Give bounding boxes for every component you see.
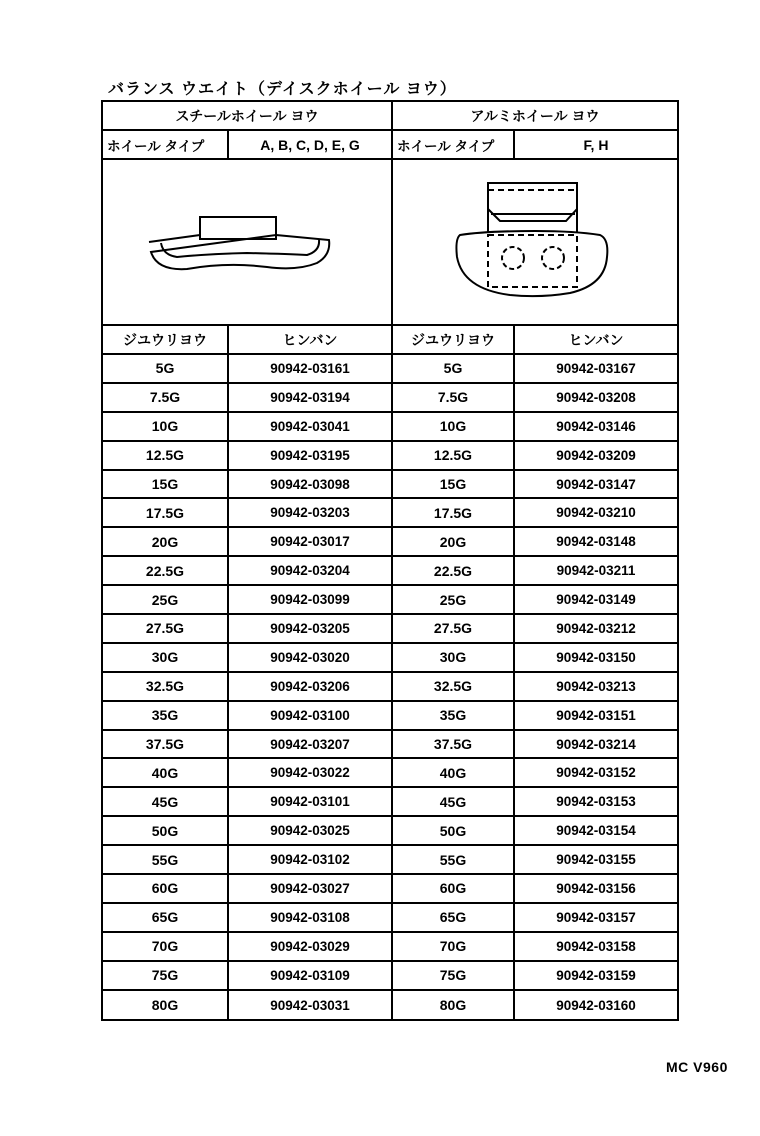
alu-type-label: ホイール タイプ (391, 131, 513, 158)
alu-part-number-cell: 90942-03147 (513, 471, 677, 498)
steel-weight-cell: 40G (151, 764, 179, 781)
alu-weight-cell: 37.5G (391, 731, 513, 758)
alu-part-number-cell: 90942-03153 (513, 788, 677, 815)
steel-part-col-header: ヒンバン (227, 326, 391, 353)
steel-part-number-cell: 90942-03194 (227, 384, 391, 411)
steel-part-number-cell: 90942-03017 (227, 528, 391, 555)
steel-part-number-cell: 90942-03161 (227, 355, 391, 382)
steel-weight-cell: 37.5G (145, 736, 185, 753)
table-row (103, 384, 677, 413)
steel-weight-cell: 55G (151, 851, 179, 868)
alu-weight-cell: 7.5G (391, 384, 513, 411)
table-row (103, 991, 677, 1020)
alu-part-number-cell: 90942-03146 (513, 413, 677, 440)
steel-part-number-cell: 90942-03027 (227, 875, 391, 902)
table-row (103, 702, 677, 731)
steel-wheel-heading: スチールホイール ヨウ (175, 107, 319, 124)
steel-weight-cell: 75G (151, 967, 179, 984)
alu-weight-cell: 60G (391, 875, 513, 902)
steel-part-number-cell: 90942-03025 (227, 817, 391, 844)
column-header-row (103, 326, 677, 355)
alu-part-number-cell: 90942-03151 (513, 702, 677, 729)
alu-part-number-cell: 90942-03149 (513, 586, 677, 613)
steel-weight-cell: 12.5G (145, 447, 185, 464)
table-row (103, 615, 677, 644)
alu-weight-cell: 55G (391, 846, 513, 873)
steel-part-number-cell: 90942-03203 (227, 499, 391, 526)
steel-weight-illustration (103, 160, 391, 324)
alu-weight-cell: 65G (391, 904, 513, 931)
steel-weight-cell: 5G (155, 360, 175, 377)
page-code: MC V960 (666, 1059, 728, 1075)
steel-part-number-cell: 90942-03098 (227, 471, 391, 498)
page-title: バランス ウエイト（デイスクホイール ヨウ） (108, 81, 457, 98)
alu-part-number-cell: 90942-03148 (513, 528, 677, 555)
alu-weight-cell: 25G (391, 586, 513, 613)
alu-weight-cell: 70G (391, 933, 513, 960)
alu-weight-cell: 12.5G (391, 442, 513, 469)
steel-weight-cell: 27.5G (145, 620, 185, 637)
table-row (103, 817, 677, 846)
steel-part-number-cell: 90942-03108 (227, 904, 391, 931)
table-row (103, 471, 677, 500)
steel-part-number-cell: 90942-03101 (227, 788, 391, 815)
alu-weight-cell: 27.5G (391, 615, 513, 642)
steel-weight-cell: 7.5G (149, 389, 181, 406)
steel-part-number-cell: 90942-03102 (227, 846, 391, 873)
alu-weight-cell: 17.5G (391, 499, 513, 526)
steel-weight-cell: 80G (151, 997, 179, 1014)
alu-weight-cell: 40G (391, 759, 513, 786)
alu-part-number-cell: 90942-03150 (513, 644, 677, 671)
table-row (103, 413, 677, 442)
illustration-row (103, 160, 677, 326)
balance-weight-table (101, 100, 679, 1021)
steel-weight-cell: 50G (151, 822, 179, 839)
table-row (103, 962, 677, 991)
alu-type-value: F, H (513, 131, 677, 158)
alu-weight-cell: 30G (391, 644, 513, 671)
steel-part-number-cell: 90942-03029 (227, 933, 391, 960)
table-row (103, 731, 677, 760)
table-row (103, 499, 677, 528)
alu-weight-cell: 32.5G (391, 673, 513, 700)
table-row (103, 904, 677, 933)
steel-weight-cell: 22.5G (145, 562, 185, 579)
steel-weight-col-header: ジユウリヨウ (123, 331, 207, 348)
alu-part-col-header: ヒンバン (513, 326, 677, 353)
alu-weight-cell: 20G (391, 528, 513, 555)
table-row (103, 875, 677, 904)
alu-part-number-cell: 90942-03154 (513, 817, 677, 844)
alu-weight-cell: 80G (391, 991, 513, 1020)
alu-part-number-cell: 90942-03160 (513, 991, 677, 1020)
steel-weight-cell: 25G (151, 591, 179, 608)
steel-weight-cell: 20G (151, 533, 179, 550)
alu-weight-illustration (391, 160, 677, 324)
steel-type-label: ホイール タイプ (107, 138, 205, 154)
alu-part-number-cell: 90942-03158 (513, 933, 677, 960)
alu-clip-weight-icon (455, 177, 615, 307)
table-row (103, 442, 677, 471)
steel-weight-cell: 65G (151, 909, 179, 926)
steel-part-number-cell: 90942-03206 (227, 673, 391, 700)
steel-part-number-cell: 90942-03031 (227, 991, 391, 1020)
steel-weight-cell: 17.5G (145, 504, 185, 521)
steel-part-number-cell: 90942-03109 (227, 962, 391, 989)
steel-part-number-cell: 90942-03204 (227, 557, 391, 584)
alu-weight-cell: 10G (391, 413, 513, 440)
wheel-type-row (103, 131, 677, 160)
steel-part-number-cell: 90942-03020 (227, 644, 391, 671)
alu-part-number-cell: 90942-03152 (513, 759, 677, 786)
section-heading-row (103, 102, 677, 131)
steel-weight-cell: 35G (151, 707, 179, 724)
alu-wheel-heading: アルミホイール ヨウ (391, 102, 677, 129)
table-row (103, 586, 677, 615)
steel-type-value: A, B, C, D, E, G (227, 131, 391, 158)
steel-weight-cell: 45G (151, 793, 179, 810)
table-row (103, 355, 677, 384)
alu-weight-cell: 5G (391, 355, 513, 382)
steel-part-number-cell: 90942-03207 (227, 731, 391, 758)
steel-part-number-cell: 90942-03022 (227, 759, 391, 786)
steel-part-number-cell: 90942-03041 (227, 413, 391, 440)
alu-part-number-cell: 90942-03208 (513, 384, 677, 411)
alu-weight-cell: 75G (391, 962, 513, 989)
alu-weight-cell: 15G (391, 471, 513, 498)
table-row (103, 759, 677, 788)
alu-part-number-cell: 90942-03211 (513, 557, 677, 584)
alu-weight-cell: 50G (391, 817, 513, 844)
alu-weight-cell: 35G (391, 702, 513, 729)
steel-weight-cell: 10G (151, 418, 179, 435)
steel-weight-cell: 60G (151, 880, 179, 897)
alu-part-number-cell: 90942-03209 (513, 442, 677, 469)
steel-part-number-cell: 90942-03099 (227, 586, 391, 613)
steel-part-number-cell: 90942-03195 (227, 442, 391, 469)
steel-part-number-cell: 90942-03100 (227, 702, 391, 729)
steel-weight-cell: 15G (151, 476, 179, 492)
table-row (103, 673, 677, 702)
alu-part-number-cell: 90942-03210 (513, 499, 677, 526)
table-row (103, 644, 677, 673)
alu-part-number-cell: 90942-03167 (513, 355, 677, 382)
alu-part-number-cell: 90942-03212 (513, 615, 677, 642)
steel-clip-weight-icon (147, 207, 347, 277)
table-row (103, 788, 677, 817)
table-row (103, 557, 677, 586)
steel-weight-cell: 70G (151, 938, 179, 955)
alu-part-number-cell: 90942-03213 (513, 673, 677, 700)
steel-part-number-cell: 90942-03205 (227, 615, 391, 642)
steel-weight-cell: 30G (151, 649, 179, 666)
alu-part-number-cell: 90942-03214 (513, 731, 677, 758)
alu-weight-cell: 45G (391, 788, 513, 815)
alu-part-number-cell: 90942-03159 (513, 962, 677, 989)
alu-part-number-cell: 90942-03157 (513, 904, 677, 931)
table-row (103, 846, 677, 875)
table-row (103, 528, 677, 557)
alu-part-number-cell: 90942-03155 (513, 846, 677, 873)
alu-weight-col-header: ジユウリヨウ (391, 326, 513, 353)
steel-weight-cell: 32.5G (145, 678, 185, 695)
table-row (103, 933, 677, 962)
alu-weight-cell: 22.5G (391, 557, 513, 584)
alu-part-number-cell: 90942-03156 (513, 875, 677, 902)
